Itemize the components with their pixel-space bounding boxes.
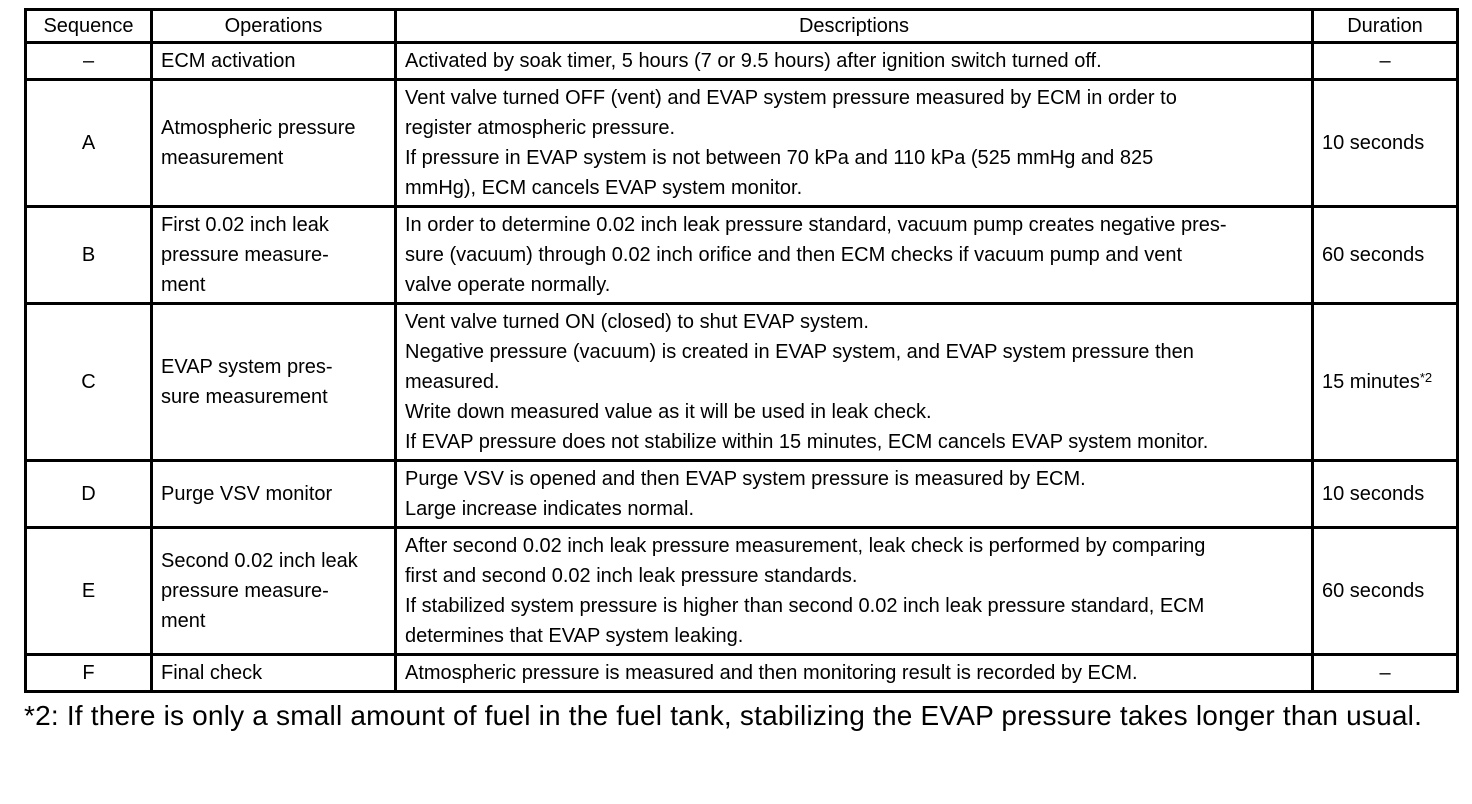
evap-monitor-operations-table <box>24 8 1459 693</box>
operation-line: Final check <box>161 662 263 684</box>
duration-cell <box>1313 304 1458 461</box>
description-line: first and second 0.02 inch leak pressure standards. <box>405 565 858 587</box>
footnote-marker: *2 <box>1419 370 1433 385</box>
operation-line: ment <box>161 610 206 632</box>
operation-line: sure measurement <box>161 386 328 408</box>
duration-cell <box>1313 43 1458 80</box>
description-line: valve operate normally. <box>405 274 611 296</box>
description-cell <box>396 528 1313 655</box>
duration-cell <box>1313 528 1458 655</box>
header-sequence: Sequence <box>26 10 152 43</box>
description-line: Vent valve turned OFF (vent) and EVAP system pressure measured by ECM in order to <box>405 87 1177 109</box>
description-line: sure (vacuum) through 0.02 inch orifice and then ECM checks if vacuum pump and vent <box>405 244 1183 266</box>
duration-value: 10 seconds <box>1322 483 1425 505</box>
table-row <box>26 461 1458 528</box>
operation-line: Atmospheric pressure <box>161 117 356 139</box>
description-cell <box>396 655 1313 692</box>
duration-value: 10 seconds <box>1322 132 1425 154</box>
operation-cell <box>152 528 396 655</box>
duration-cell <box>1313 80 1458 207</box>
description-line: Purge VSV is opened and then EVAP system pressure is measured by ECM. <box>405 468 1086 490</box>
description-line: If stabilized system pressure is higher than second 0.02 inch leak pressure standard, ECM <box>405 595 1205 617</box>
description-line: determines that EVAP system leaking. <box>405 625 744 647</box>
duration-value: – <box>1379 50 1391 72</box>
sequence-cell: E <box>26 528 152 655</box>
operation-cell <box>152 655 396 692</box>
sequence-cell: B <box>26 207 152 304</box>
description-line: measured. <box>405 371 500 393</box>
duration-value: 15 minutes <box>1322 371 1420 393</box>
description-line: mmHg), ECM cancels EVAP system monitor. <box>405 177 803 199</box>
table-row <box>26 528 1458 655</box>
description-line: Atmospheric pressure is measured and then monitoring result is recorded by ECM. <box>405 662 1138 684</box>
operation-line: Purge VSV monitor <box>161 483 333 505</box>
operation-line: First 0.02 inch leak <box>161 214 329 236</box>
sequence-cell: – <box>26 43 152 80</box>
description-line: Vent valve turned ON (closed) to shut EVAP system. <box>405 311 869 333</box>
description-line: Negative pressure (vacuum) is created in EVAP system, and EVAP system pressure then <box>405 341 1194 363</box>
description-line: Activated by soak timer, 5 hours (7 or 9.5 hours) after ignition switch turned off. <box>405 50 1102 72</box>
sequence-cell: A <box>26 80 152 207</box>
operation-line: pressure measure- <box>161 244 329 266</box>
table-row <box>26 304 1458 461</box>
document <box>24 8 1456 735</box>
description-cell <box>396 304 1313 461</box>
header-duration: Duration <box>1313 10 1458 43</box>
operation-cell <box>152 80 396 207</box>
description-line: If EVAP pressure does not stabilize within 15 minutes, ECM cancels EVAP system monitor. <box>405 431 1209 453</box>
description-line: If pressure in EVAP system is not between 70 kPa and 110 kPa (525 mmHg and 825 <box>405 147 1154 169</box>
footnote: *2: If there is only a small amount of fuel in the fuel tank, stabilizing the EVAP pressure takes longer than usual. <box>24 700 1423 731</box>
header-descriptions: Descriptions <box>396 10 1313 43</box>
duration-cell <box>1313 461 1458 528</box>
description-cell <box>396 80 1313 207</box>
table-header-row <box>26 10 1458 43</box>
table-row <box>26 43 1458 80</box>
description-line: After second 0.02 inch leak pressure measurement, leak check is performed by comparing <box>405 535 1206 557</box>
description-cell <box>396 461 1313 528</box>
duration-value: 60 seconds <box>1322 244 1425 266</box>
operation-line: ment <box>161 274 206 296</box>
sequence-cell: C <box>26 304 152 461</box>
header-operations: Operations <box>152 10 396 43</box>
description-line: Large increase indicates normal. <box>405 498 695 520</box>
operation-line: Second 0.02 inch leak <box>161 550 358 572</box>
description-line: register atmospheric pressure. <box>405 117 676 139</box>
operation-cell <box>152 461 396 528</box>
operation-cell <box>152 207 396 304</box>
description-line: In order to determine 0.02 inch leak pressure standard, vacuum pump creates negative pres- <box>405 214 1227 236</box>
operation-line: EVAP system pres- <box>161 356 333 378</box>
duration-cell <box>1313 655 1458 692</box>
sequence-cell: D <box>26 461 152 528</box>
duration-value: – <box>1379 662 1391 684</box>
duration-cell <box>1313 207 1458 304</box>
sequence-cell: F <box>26 655 152 692</box>
table-row <box>26 207 1458 304</box>
operation-cell <box>152 304 396 461</box>
operation-line: pressure measure- <box>161 580 329 602</box>
operation-line: measurement <box>161 147 284 169</box>
description-cell <box>396 207 1313 304</box>
table-row <box>26 655 1458 692</box>
operation-cell <box>152 43 396 80</box>
description-line: Write down measured value as it will be used in leak check. <box>405 401 932 423</box>
description-cell <box>396 43 1313 80</box>
duration-value: 60 seconds <box>1322 580 1425 602</box>
table-row <box>26 80 1458 207</box>
operation-line: ECM activation <box>161 50 296 72</box>
